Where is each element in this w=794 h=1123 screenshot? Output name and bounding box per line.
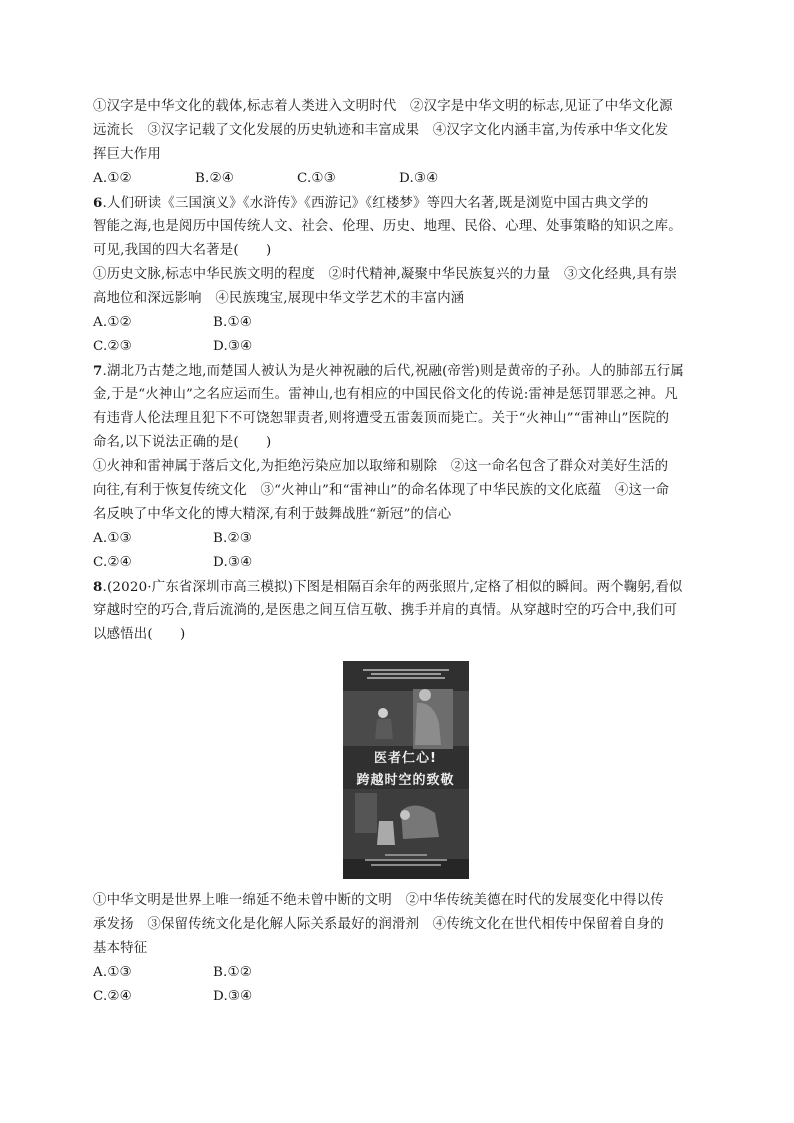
q7-statement-line: 向往,有利于恢复传统文化 ③“火神山”和“雷神山”的命名体现了中华民族的文化底蕴 ④这一命 (93, 483, 670, 498)
q5-statement-line: ①汉字是中华文化的载体,标志着人类进入文明时代 ②汉字是中华文明的标志,见证了中华文化源 (93, 99, 673, 114)
q8-stem-line: 以感悟出( ) (93, 627, 186, 642)
q7-stem-line: 命名,以下说法正确的是( ) (93, 435, 272, 450)
q8-poster-image (343, 661, 469, 879)
poster-caption-bottom (361, 851, 451, 869)
q7-options-row-2 (93, 551, 713, 575)
q7-option-d[interactable]: D.③④ (213, 555, 253, 570)
q8-option-d[interactable]: D.③④ (213, 989, 253, 1004)
q7-option-a[interactable]: A.①③ (93, 531, 132, 546)
worksheet-page (93, 95, 713, 1009)
q6-stem-line (93, 191, 713, 215)
question-6 (93, 191, 713, 359)
q7-option-b[interactable]: B.②③ (213, 531, 252, 546)
q6-option-c[interactable]: C.②③ (93, 339, 132, 354)
q5-option-c[interactable]: C.①③ (297, 171, 336, 186)
q7-statement-line: 名反映了中华文化的博大精深,有利于鼓舞战胜“新冠”的信心 (93, 507, 452, 522)
q8-options-row-2 (93, 985, 713, 1009)
q6-option-b[interactable]: B.①④ (213, 315, 252, 330)
q6-options-row-2 (93, 335, 713, 359)
q7-stem-text: .湖北乃古楚之地,而楚国人被认为是火神祝融的后代,祝融(帝喾)则是黄帝的子孙。人的肺部五行属 (102, 364, 684, 379)
q7-stem-line: 有违背人伦法理且犯下不可饶恕罪责者,则将遭受五雷轰顶而毙亡。关于“火神山”“雷神山”医院的 (93, 411, 670, 426)
poster-title-line-1: 医者仁心! (374, 751, 437, 766)
q6-option-a[interactable]: A.①② (93, 315, 132, 330)
q8-option-a[interactable]: A.①③ (93, 965, 132, 980)
q6-stem-text: .人们研读《三国演义》《水浒传》《西游记》《红楼梦》等四大名著,既是浏览中国古典文学的 (102, 196, 649, 211)
q7-stem-line (93, 359, 713, 383)
q7-option-c[interactable]: C.②④ (93, 555, 132, 570)
q7-statement-line: ①火神和雷神属于落后文化,为拒绝污染应加以取缔和剔除 ②这一命名包含了群众对美好生活的 (93, 459, 669, 474)
q6-statement-line: ①历史文脉,标志中华民族文明的程度 ②时代精神,凝聚中华民族复兴的力量 ③文化经典,具有崇 (93, 267, 678, 282)
q6-stem-line: 可见,我国的四大名著是( ) (93, 243, 272, 258)
q5-statement-line: 挥巨大作用 (93, 147, 161, 162)
q8-statement-line: 基本特征 (93, 941, 148, 956)
question-5 (93, 95, 713, 191)
q6-stem-line: 智能之海,也是阅历中国传统人文、社会、伦理、历史、地理、民俗、心理、处事策略的知识之库。 (93, 219, 682, 234)
q8-options-row-1 (93, 961, 713, 985)
q6-number: 6 (93, 195, 103, 211)
q8-statement-line: ①中华文明是世界上唯一绵延不绝未曾中断的文明 ②中华传统美德在时代的发展变化中得以传 (93, 893, 664, 908)
q7-options-row-1 (93, 527, 713, 551)
question-8 (93, 575, 713, 1009)
q7-stem-line: 金,于是“火神山”之名应运而生。雷神山,也有相应的中国民俗文化的传说:雷神是惩罚罪恶之神。凡 (93, 387, 678, 402)
q8-stem-line: 穿越时空的巧合,背后流淌的,是医患之间互信互敬、携手并肩的真情。从穿越时空的巧合中,我们可 (93, 603, 678, 618)
q5-statement-line: 远流长 ③汉字记载了文化发展的历史轨迹和丰富成果 ④汉字文化内涵丰富,为传承中华文化发 (93, 123, 669, 138)
question-7 (93, 359, 713, 575)
q6-option-d[interactable]: D.③④ (213, 339, 253, 354)
poster-title-line-2: 跨越时空的致敬 (356, 773, 455, 788)
q5-options (93, 167, 713, 191)
q8-stem-text: .(2020·广东省深圳市高三模拟)下图是相隔百余年的两张照片,定格了相似的瞬间。两个鞠躬,看似 (102, 580, 683, 595)
poster-caption-top (357, 667, 455, 689)
q5-option-b[interactable]: B.②④ (195, 171, 234, 186)
q7-number: 7 (93, 363, 103, 379)
q8-photo-container (93, 661, 713, 879)
q6-options-row-1 (93, 311, 713, 335)
q8-number: 8 (93, 579, 103, 595)
q8-stem-line (93, 575, 713, 599)
q6-statement-line: 高地位和深远影响 ④民族瑰宝,展现中华文学艺术的丰富内涵 (93, 291, 465, 306)
q8-option-b[interactable]: B.①② (213, 965, 252, 980)
q5-option-d[interactable]: D.③④ (399, 171, 439, 186)
q8-statement-line: 承发扬 ③保留传统文化是化解人际关系最好的润滑剂 ④传统文化在世代相传中保留着自身的 (93, 917, 664, 932)
q5-option-a[interactable]: A.①② (93, 171, 132, 186)
q8-option-c[interactable]: C.②④ (93, 989, 132, 1004)
